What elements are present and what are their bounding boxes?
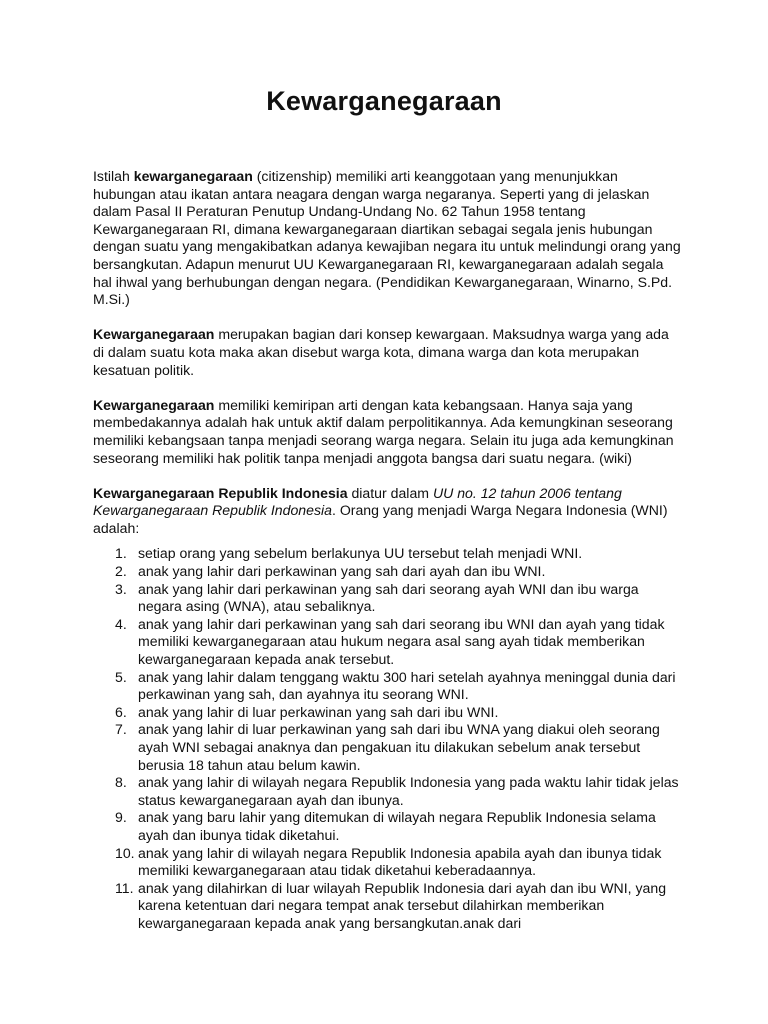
list-item-text: anak yang lahir di wilayah negara Republik Indonesia apabila ayah dan ibunya tidak memiliki kewarganegaraan atau tidak diketahui keberadaannya. (138, 844, 662, 879)
bold-term: Kewarganegaraan (93, 326, 215, 343)
list-item-text: anak yang lahir dari perkawinan yang sah dari seorang ayah WNI dan ibu warga negara asing (WNA), atau sebaliknya. (138, 580, 639, 615)
list-item (93, 563, 683, 581)
wni-criteria-list (93, 545, 683, 932)
list-item (93, 774, 683, 809)
list-number: 2. (115, 563, 127, 580)
text-run: Istilah (93, 168, 134, 184)
paragraph-ri (93, 485, 683, 538)
list-item (93, 545, 683, 563)
list-number: 3. (115, 580, 127, 597)
list-item (93, 721, 683, 774)
list-number: 7. (115, 721, 127, 738)
list-number: 9. (115, 809, 127, 826)
list-item (93, 845, 683, 880)
list-number: 6. (115, 703, 127, 720)
list-item-text: anak yang dilahirkan di luar wilayah Republik Indonesia dari ayah dan ibu WNI, yang karena ketentuan dari negara tempat anak tersebut dilahirkan memberikan kewarganegaraan kepada anak yang bersangkutan.anak dari (138, 879, 667, 931)
list-item-text: anak yang lahir dalam tenggang waktu 300 hari setelah ayahnya meninggal dunia dari perkawinan yang sah, dan ayahnya itu seorang WNI. (138, 668, 676, 703)
list-item-text: anak yang lahir dari perkawinan yang sah dari ayah dan ibu WNI. (138, 563, 546, 580)
text-run: (citizenship) memiliki arti keanggotaan yang menunjukkan hubungan atau ikatan antara neagara dengan warga negaranya. Seperti yang di jelaskan dalam Pasal II Peraturan Penutup Undang-Undang No. 62 Tahun 1958 tentang Kewarganegaraan RI, dimana kewarganegaraan diartikan sebagai segala jenis hubungan dengan suatu yang mengakibatkan adanya kewajiban negara itu untuk melindungi orang yang bersangkutan. Adapun menurut UU Kewarganegaraan RI, kewarganegaraan adalah segala hal ihwal yang berhubungan dengan negara. (Pendidikan Kewarganegaraan, Winarno, S.Pd. M.Si.) (93, 168, 681, 308)
text-run: diatur dalam (347, 484, 433, 501)
list-item-text: anak yang baru lahir yang ditemukan di wilayah negara Republik Indonesia selama ayah dan ibunya tidak diketahui. (138, 809, 656, 843)
paragraph-definition (93, 168, 683, 309)
list-item (93, 704, 683, 722)
list-item-text: anak yang lahir di luar perkawinan yang sah dari ibu WNI. (138, 703, 499, 720)
list-item (93, 581, 683, 616)
bold-term: kewarganegaraan (133, 168, 253, 184)
page-title: Kewarganegaraan (266, 86, 502, 116)
document-body (93, 168, 683, 933)
bold-term: Kewarganegaraan Republik Indonesia (93, 484, 348, 501)
list-number: 8. (115, 774, 127, 791)
list-item-text: anak yang lahir di luar perkawinan yang sah dari ibu WNA yang diakui oleh seorang ayah WNI sebagai anaknya dan pengakuan itu dilakukan sebelum anak tersebut berusia 18 tahun atau belum kawin. (138, 721, 660, 773)
list-item (93, 809, 683, 844)
list-number: 5. (115, 668, 127, 685)
italic-law-reference: UU no. 12 tahun 2006 tentang Kewarganegaraan Republik Indonesia (93, 484, 622, 519)
list-number: 4. (115, 615, 127, 632)
list-item-text: anak yang lahir dari perkawinan yang sah dari seorang ibu WNI dan ayah yang tidak memiliki kewarganegaraan atau hukum negara asal sang ayah tidak memberikan kewarganegaraan kepada anak tersebut. (138, 615, 665, 668)
bold-term: Kewarganegaraan (93, 396, 215, 413)
list-item (93, 616, 683, 669)
list-number: 11. (115, 879, 134, 896)
paragraph-kewargaan (93, 326, 683, 379)
paragraph-kebangsaan (93, 397, 683, 467)
text-run: memiliki kemiripan arti dengan kata kebangsaan. Hanya saja yang membedakannya adalah hak untuk aktif dalam perpolitikannya. Ada kemungkinan seseorang memiliki kebangsaan tanpa menjadi seorang warga negara. Selain itu juga ada kemungkinan seseorang memiliki hak politik tanpa menjadi anggota bangsa dari suatu negara. (wiki) (93, 396, 674, 466)
list-number: 10. (115, 844, 135, 861)
list-item-text: setiap orang yang sebelum berlakunya UU tersebut telah menjadi WNI. (138, 545, 583, 562)
text-run: merupakan bagian dari konsep kewargaan. Maksudnya warga yang ada di dalam suatu kota maka akan disebut warga kota, dimana warga dan kota merupakan kesatuan politik. (93, 326, 669, 378)
list-item (93, 880, 683, 933)
list-item (93, 669, 683, 704)
text-run: . Orang yang menjadi Warga Negara Indonesia (WNI) adalah: (93, 502, 668, 536)
list-number: 1. (115, 545, 127, 562)
list-item-text: anak yang lahir di wilayah negara Republik Indonesia yang pada waktu lahir tidak jelas status kewarganegaraan ayah dan ibunya. (138, 774, 679, 808)
